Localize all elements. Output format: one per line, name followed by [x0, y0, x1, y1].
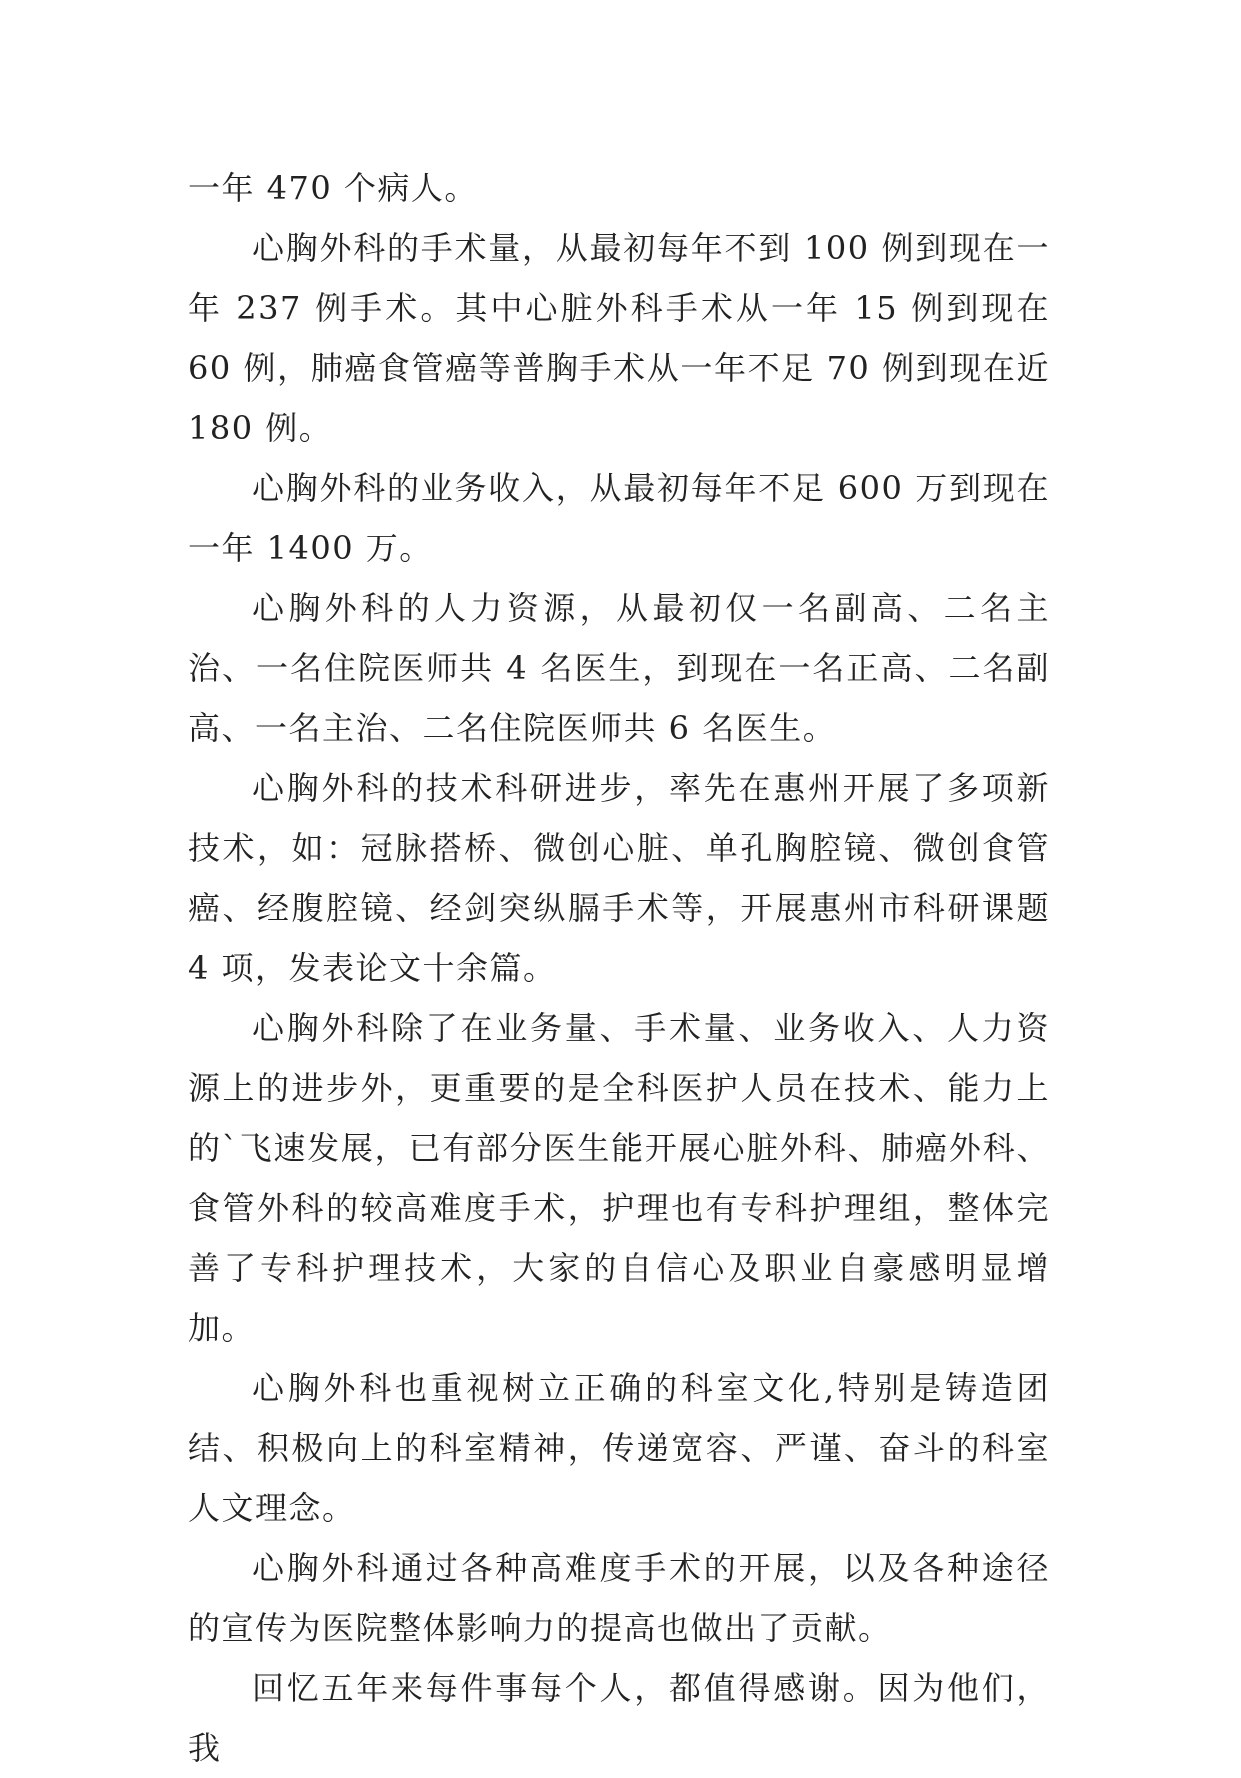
paragraph-4: 心胸外科的人力资源，从最初仅一名副高、二名主治、一名住院医师共 4 名医生，到现在一名正高、二名副高、一名主治、二名住院医师共 6 名医生。 — [188, 589, 1050, 747]
document-body — [188, 158, 1050, 1778]
paragraph-2: 心胸外科的手术量，从最初每年不到 100 例到现在一年 237 例手术。其中心脏外科手术从一年 15 例到现在 60 例，肺癌食管癌等普胸手术从一年不足 70 例到现在近 180 例。 — [188, 229, 1050, 447]
paragraph-3: 心胸外科的业务收入，从最初每年不足 600 万到现在一年 1400 万。 — [188, 469, 1050, 567]
paragraph-6: 心胸外科除了在业务量、手术量、业务收入、人力资源上的进步外，更重要的是全科医护人员在技术、能力上的`飞速发展，已有部分医生能开展心脏外科、肺癌外科、食管外科的较高难度手术，护理也有专科护理组，整体完善了专科护理技术，大家的自信心及职业自豪感明显增加。 — [188, 1009, 1050, 1347]
paragraph-7: 心胸外科也重视树立正确的科室文化,特别是铸造团结、积极向上的科室精神，传递宽容、严谨、奋斗的科室人文理念。 — [188, 1369, 1050, 1527]
paragraph-8: 心胸外科通过各种高难度手术的开展，以及各种途径的宣传为医院整体影响力的提高也做出了贡献。 — [188, 1549, 1050, 1647]
paragraph-1: 一年 470 个病人。 — [188, 169, 478, 207]
paragraph-5: 心胸外科的技术科研进步，率先在惠州开展了多项新技术，如：冠脉搭桥、微创心脏、单孔胸腔镜、微创食管癌、经腹腔镜、经剑突纵膈手术等，开展惠州市科研课题 4 项，发表论文十余篇。 — [188, 769, 1050, 987]
paragraph-9: 回忆五年来每件事每个人，都值得感谢。因为他们，我 — [188, 1669, 1050, 1767]
